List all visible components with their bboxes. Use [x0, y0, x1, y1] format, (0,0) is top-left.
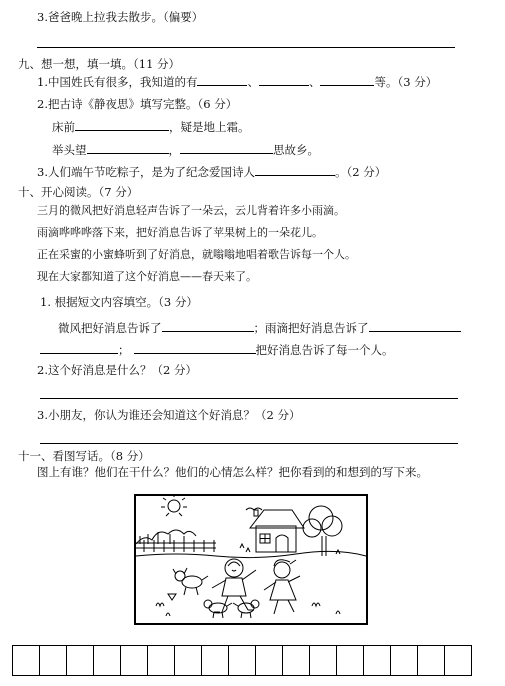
picture-frame — [134, 494, 368, 625]
q1-line1-part-b: ；雨滴把好消息告诉了 — [253, 321, 369, 335]
section9-q3-prefix: 3.人们端午节吃粽子，是为了纪念爱国诗人 — [37, 165, 255, 179]
separator: 、 — [247, 75, 259, 89]
writing-cell[interactable] — [363, 645, 391, 676]
section9-q3 — [37, 165, 386, 179]
poem-line1-prefix: 床前 — [52, 120, 75, 134]
poem-line1-suffix: ，疑是地上霜。 — [169, 120, 250, 134]
writing-cell[interactable] — [444, 645, 472, 676]
surname-blank-3[interactable] — [320, 75, 374, 86]
section9-q1-suffix: 等。（3 分） — [374, 75, 438, 89]
poem-blank-2[interactable] — [87, 143, 169, 154]
section11-title: 十一、看图写话。（8 分） — [18, 449, 150, 463]
writing-cell[interactable] — [417, 645, 445, 676]
passage-line: 雨滴哗哗哗落下来，把好消息告诉了苹果树上的一朵花儿。 — [37, 226, 323, 239]
poem-line1 — [52, 120, 250, 134]
passage-line: 三月的微风把好消息轻声告诉了一朵云，云儿背着许多小雨滴。 — [37, 204, 345, 217]
passage-line: 现在大家都知道了这个好消息——春天来了。 — [37, 270, 257, 283]
surname-blank-2[interactable] — [259, 75, 309, 86]
q8-item3-answer-line[interactable] — [37, 47, 455, 48]
section10-q1-title: 1. 根据短文内容填空。（3 分） — [40, 295, 198, 309]
surname-blank-1[interactable] — [197, 75, 247, 86]
section10-q1-line2 — [40, 343, 394, 357]
section9-q1 — [37, 75, 437, 89]
writing-cell[interactable] — [93, 645, 121, 676]
writing-cell[interactable] — [309, 645, 337, 676]
fill-blank-who[interactable] — [134, 343, 256, 354]
q1-line2-suffix: 把好消息告诉了每一个人。 — [255, 343, 394, 357]
poem-line2-suffix: 思故乡。 — [273, 143, 319, 157]
separator: 、 — [308, 75, 321, 89]
writing-cell[interactable] — [12, 645, 40, 676]
writing-cell[interactable] — [174, 645, 202, 676]
writing-cell[interactable] — [336, 645, 364, 676]
poem-line2-comma: ， — [168, 143, 180, 157]
section11-prompt: 图上有谁？他们在干什么？他们的心情怎么样？把你看到的和想到的写下来。 — [37, 465, 428, 479]
section9-title: 九、想一想，填一填。（11 分） — [18, 57, 181, 71]
fill-blank-cloud[interactable] — [162, 321, 254, 332]
q1-line2-sep: ； — [118, 343, 130, 357]
q1-line1-part-a: 微风把好消息告诉了 — [58, 321, 162, 335]
writing-cell[interactable] — [255, 645, 283, 676]
fill-blank-flower[interactable] — [369, 321, 461, 332]
poem-line2-prefix: 举头望 — [52, 143, 87, 157]
writing-grid — [12, 645, 472, 676]
section9-q1-prefix: 1.中国姓氏有很多，我知道的有 — [37, 75, 198, 89]
section10-q1-line1 — [58, 321, 461, 335]
writing-cell[interactable] — [147, 645, 175, 676]
poem-blank-1[interactable] — [75, 120, 169, 131]
poet-blank[interactable] — [255, 165, 335, 176]
section10-q2: 2.这个好消息是什么？（2 分） — [37, 363, 197, 377]
section9-q3-suffix: 。（2 分） — [334, 165, 387, 179]
q3-answer-line[interactable] — [40, 443, 458, 444]
writing-cell[interactable] — [66, 645, 94, 676]
section9-q2-title: 2.把古诗《静夜思》填写完整。（6 分） — [37, 97, 238, 111]
q8-item3: 3.爸爸晚上拉我去散步。（偏要） — [37, 10, 204, 24]
fill-blank-bee[interactable] — [40, 343, 118, 354]
writing-cell[interactable] — [39, 645, 67, 676]
writing-cell[interactable] — [282, 645, 310, 676]
passage-line: 正在采蜜的小蜜蜂听到了好消息，就嗡嗡地唱着歌告诉每一个人。 — [37, 248, 356, 261]
poem-blank-3[interactable] — [180, 143, 273, 154]
writing-cell[interactable] — [228, 645, 256, 676]
section10-q3: 3.小朋友，你认为谁还会知道这个好消息？（2 分） — [37, 408, 301, 422]
q2-answer-line[interactable] — [40, 398, 458, 399]
writing-cell[interactable] — [120, 645, 148, 676]
section10-title: 十、开心阅读。（7 分） — [18, 185, 139, 199]
writing-cell[interactable] — [390, 645, 418, 676]
poem-line2 — [52, 143, 319, 157]
writing-cell[interactable] — [201, 645, 229, 676]
children-playing-with-dogs-icon — [136, 496, 366, 623]
